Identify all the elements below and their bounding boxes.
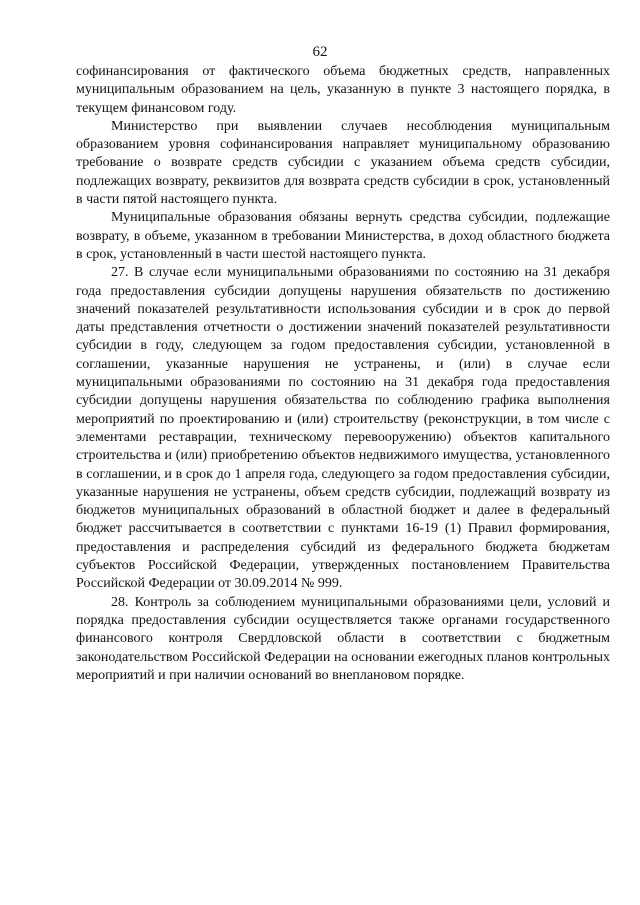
paragraph-item-28: 28. Контроль за соблюдением муниципальными образованиями цели, условий и порядка предоставления субсидии осуществляется также органами государственного финансового контроля Свердловской области в соответствии с бюджетным законодательством Российской Федерации на основании ежегодных планов контрольных мероприятий и при наличии оснований во внеплановом порядке. [76, 594, 610, 683]
page-number: 62 [312, 44, 328, 60]
paragraph-cofinancing-continuation: софинансирования от фактического объема бюджетных средств, направленных муниципальным образованием на цель, указанную в пункте 3 настоящего порядка, в текущем финансовом году. [76, 64, 610, 116]
paragraph-item-27: 27. В случае если муниципальными образованиями по состоянию на 31 декабря года предоставления субсидии допущены нарушения обязательств по достижению значений показателей результативности использования субсидии и в срок до первой даты представления отчетности о достижении значений показателей результативности субсидии в году, следующем за годом предоставления субсидии, установленной в соглашении, указанные нарушения не устранены, и (или) в случае если муниципальными образованиями по состоянию на 31 декабря года предоставления субсидии допущены нарушения обязательства по соблюдению графика выполнения мероприятий по проектированию и (или) строительству (реконструкции, в том числе с элементами реставрации, техническому перевооружению) объектов капитального строительства и (или) приобретению объектов недвижимого имущества, установленного в соглашении, и в срок до 1 апреля года, следующего за годом предоставления субсидии, указанные нарушения не устранены, объем средств субсидии, подлежащий возврату из бюджетов муниципальных образований в областной бюджет и далее в федеральный бюджет рассчитывается в соответствии с пунктами 16-19 (1) Правил формирования, предоставления и распределения субсидий из федерального бюджета бюджетам субъектов Российской Федерации, утвержденных постановлением Правительства Российской Федерации от 30.09.2014 № 999. [76, 265, 610, 592]
document-body [76, 63, 610, 685]
paragraph-ministry-requirement: Министерство при выявлении случаев несоблюдения муниципальным образованием уровня софинансирования направляет муниципальному образованию требование о возврате средств субсидии с указанием объема средств субсидии, подлежащих возврату, реквизитов для возврата средств субсидии в срок, установленный в части пятой настоящего пункта. [76, 118, 610, 208]
paragraph-return-obligation: Муниципальные образования обязаны вернуть средства субсидии, подлежащие возврату, в объеме, указанном в требовании Министерства, в доход областного бюджета в срок, установленный в части шестой настоящего пункта. [76, 210, 610, 262]
